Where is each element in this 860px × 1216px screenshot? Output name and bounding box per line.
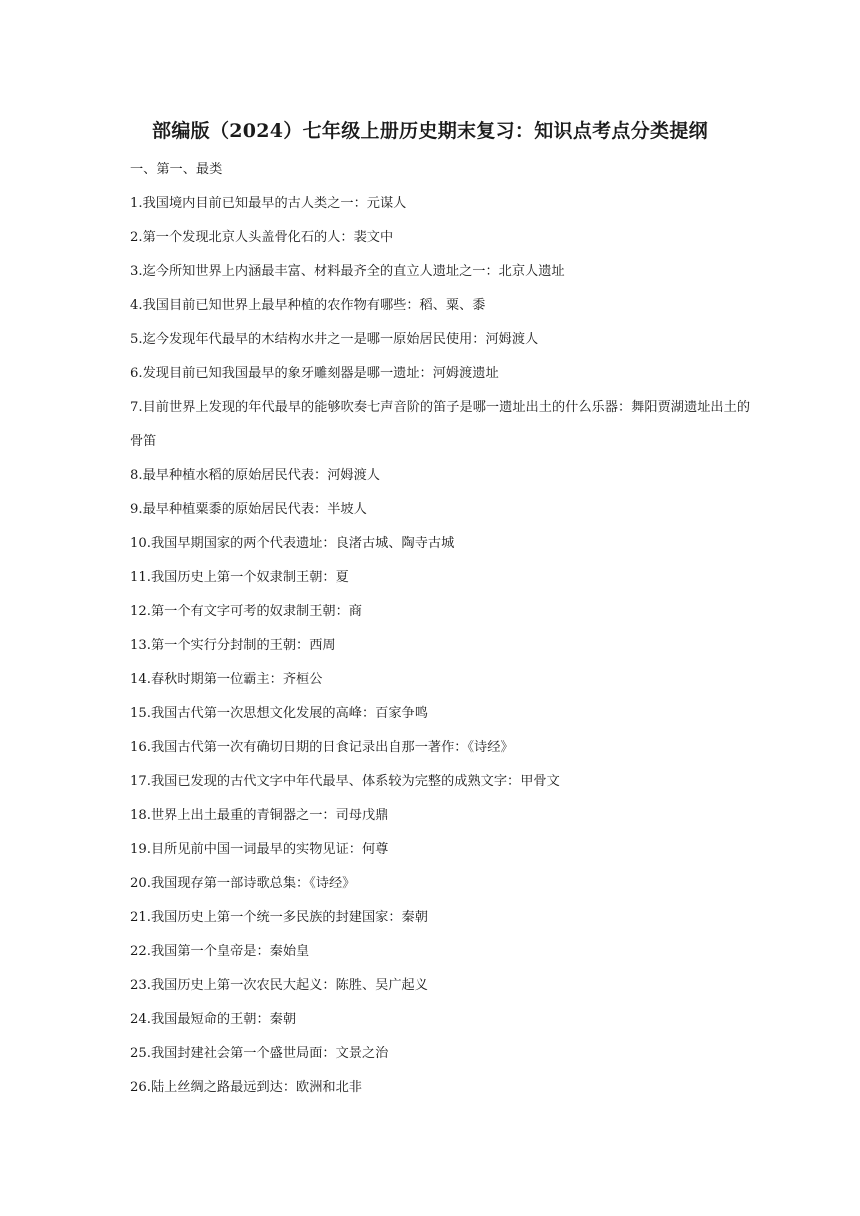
list-item: 21.我国历史上第一个统一多民族的封建国家：秦朝 <box>130 910 428 925</box>
list-item: 19.目所见前中国一词最早的实物见证：何尊 <box>130 842 389 857</box>
list-item: 12.第一个有文字可考的奴隶制王朝：商 <box>130 604 362 619</box>
list-item: 16.我国古代第一次有确切日期的日食记录出自那一著作：《诗经》 <box>130 740 514 755</box>
document-title: 部编版（2024）七年级上册历史期末复习：知识点考点分类提纲 <box>152 120 708 142</box>
document-body <box>130 153 750 1105</box>
list-item: 18.世界上出土最重的青铜器之一：司母戊鼎 <box>130 808 389 823</box>
list-item: 3.迄今所知世界上内涵最丰富、材料最齐全的直立人遗址之一：北京人遗址 <box>130 264 565 279</box>
list-item: 20.我国现存第一部诗歌总集：《诗经》 <box>130 876 356 891</box>
list-item: 23.我国历史上第一次农民大起义：陈胜、吴广起义 <box>130 978 428 993</box>
list-item: 25.我国封建社会第一个盛世局面：文景之治 <box>130 1046 389 1061</box>
list-item: 14.春秋时期第一位霸主：齐桓公 <box>130 672 323 687</box>
list-item: 1.我国境内目前已知最早的古人类之一：元谋人 <box>130 196 407 211</box>
list-item: 4.我国目前已知世界上最早种植的农作物有哪些：稻、粟、黍 <box>130 298 486 313</box>
list-item: 13.第一个实行分封制的王朝：西周 <box>130 638 336 653</box>
section-heading: 一、第一、最类 <box>130 162 223 177</box>
list-item: 26.陆上丝绸之路最远到达：欧洲和北非 <box>130 1080 362 1095</box>
list-item: 6.发现目前已知我国最早的象牙雕刻器是哪一遗址：河姆渡遗址 <box>130 366 499 381</box>
list-item: 15.我国古代第一次思想文化发展的高峰：百家争鸣 <box>130 706 428 721</box>
list-item: 10.我国早期国家的两个代表遗址：良渚古城、陶寺古城 <box>130 536 455 551</box>
list-item: 5.迄今发现年代最早的木结构水井之一是哪一原始居民使用：河姆渡人 <box>130 332 539 347</box>
list-item: 11.我国历史上第一个奴隶制王朝：夏 <box>130 570 349 585</box>
list-item: 22.我国第一个皇帝是：秦始皇 <box>130 944 310 959</box>
list-item: 9.最早种植粟黍的原始居民代表：半坡人 <box>130 502 367 517</box>
list-item: 2.第一个发现北京人头盖骨化石的人：裴文中 <box>130 230 394 245</box>
list-item: 8.最早种植水稻的原始居民代表：河姆渡人 <box>130 468 380 483</box>
list-item: 7.目前世界上发现的年代最早的能够吹奏七声音阶的笛子是哪一遗址出土的什么乐器：舞阳贾湖遗址出土的骨笛 <box>130 400 750 449</box>
list-item: 17.我国已发现的古代文字中年代最早、体系较为完整的成熟文字：甲骨文 <box>130 774 560 789</box>
list-item: 24.我国最短命的王朝：秦朝 <box>130 1012 297 1027</box>
